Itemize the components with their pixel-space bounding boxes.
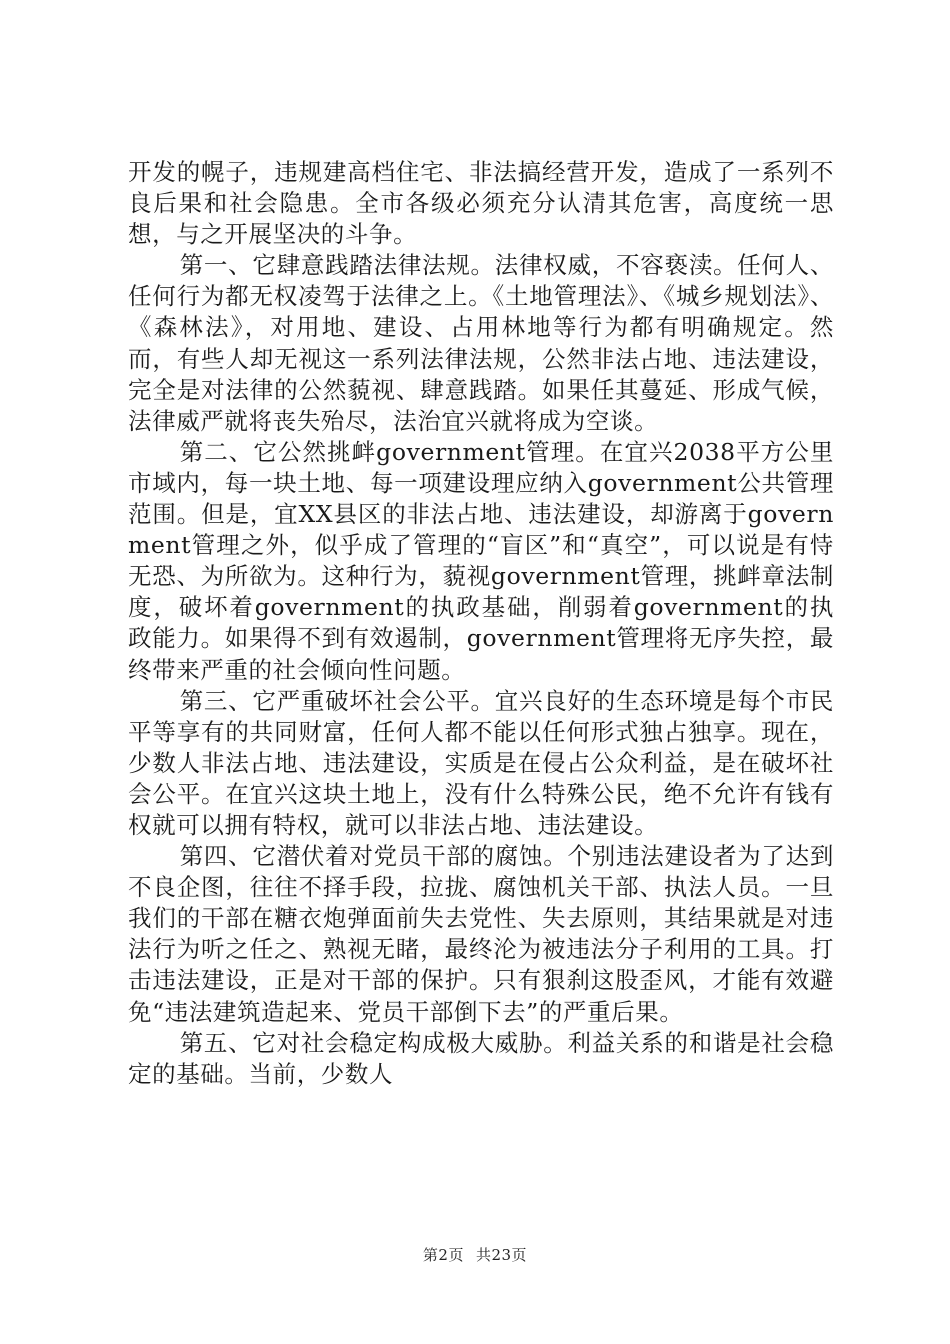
paragraph-point-three: 第三、它严重破坏社会公平。宜兴良好的生态环境是每个市民平等享有的共同财富，任何人都不能以任何形式独占独享。现在，少数人非法占地、违法建设，实质是在侵占公众利益，是在破坏社会公平。在宜兴这块土地上，没有什么特殊公民，绝不允许有钱有权就可以拥有特权，就可以非法占地、违法建设。 [128,686,834,839]
paragraph-point-four: 第四、它潜伏着对党员干部的腐蚀。个别违法建设者为了达到不良企图，往往不择手段，拉拢、腐蚀机关干部、执法人员。一旦我们的干部在糖衣炮弹面前失去党性、失去原则，其结果就是对违法行为听之任之、熟视无睹，最终沦为被违法分子利用的工具。打击违法建设，正是对干部的保护。只有狠刹这股歪风，才能有效避免“违法建筑造起来、党员干部倒下去”的严重后果。 [128,842,834,1026]
paragraph-continuation: 开发的幌子，违规建高档住宅、非法搞经营开发，造成了一系列不良后果和社会隐患。全市各级必须充分认清其危害，高度统一思想，与之开展坚决的斗争。 [128,158,834,249]
document-body [128,157,834,1090]
paragraph-point-five: 第五、它对社会稳定构成极大威胁。利益关系的和谐是社会稳定的基础。当前，少数人 [128,1028,834,1088]
page-number: 第2页 [422,1246,464,1264]
paragraph-point-two: 第二、它公然挑衅government管理。在宜兴2038平方公里市域内，每一块土地、每一项建设理应纳入government公共管理范围。但是，宜XX县区的非法占地、违法建设，却游离于government管理之外，似乎成了管理的“盲区”和“真空”，可以说是有恃无恐、为所欲为。这种行为，藐视government管理，挑衅章法制度，破坏着government的执政基础，削弱着government的执政能力。如果得不到有效遏制，government管理将无序失控，最终带来严重的社会倾向性问题。 [128,437,834,684]
page-total: 共23页 [475,1246,528,1264]
paragraph-point-one: 第一、它肆意践踏法律法规。法律权威，不容亵渎。任何人、任何行为都无权凌驾于法律之上。《土地管理法》、《城乡规划法》、《森林法》，对用地、建设、占用林地等行为都有明确规定。然而，有些人却无视这一系列法律法规，公然非法占地、违法建设，完全是对法律的公然藐视、肆意践踏。如果任其蔓延、形成气候，法律威严就将丧失殆尽，法治宜兴就将成为空谈。 [128,251,834,435]
page-footer [0,1244,950,1265]
